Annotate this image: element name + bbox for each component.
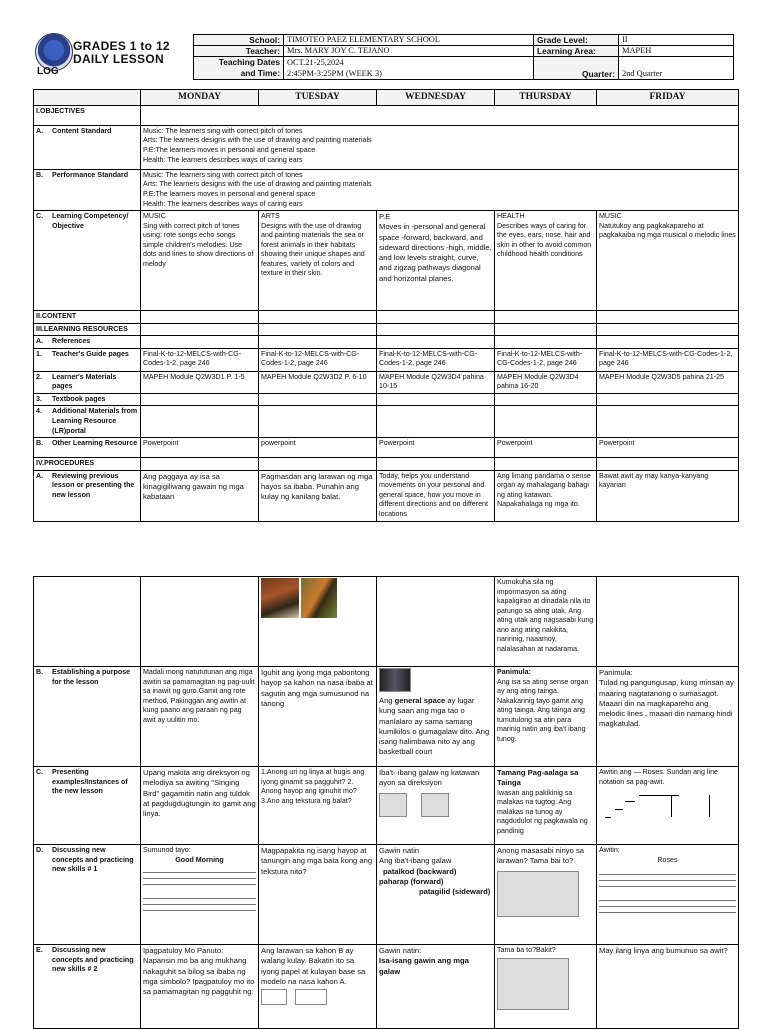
competency-label: C. Learning Competency/ Objective xyxy=(34,211,141,311)
reviewing-wed: Today, helps you understand movements on your personal and general space, how you move in different directions and on different locations xyxy=(377,470,495,521)
grade-value: II xyxy=(619,35,734,46)
other-resource-thu: Powerpoint xyxy=(495,438,597,458)
animal-box-b xyxy=(295,989,327,1005)
purpose-label: B. Establishing a purpose for the lesson xyxy=(34,667,141,767)
line-notation xyxy=(599,791,736,825)
direction-figures xyxy=(379,793,492,817)
purpose-mon: Madali mong natututunan ang mga awitin sa pamamagitan ng pag-uulit sa inawit ng guro.Gamit ang rote method, Pakinggan ang awitin at kung paano ang paraan ng pag awit ay uulitin mo. xyxy=(141,667,259,767)
teacher-guide-tue: Final-K-to-12-MELCS-with-CG-Codes-1-2, page 246 xyxy=(259,348,377,371)
reviewing-tue: Pagmasdan ang larawan ng mga hayos sa ibaba. Punahin ang kulay ng kanilang balat. xyxy=(259,470,377,521)
logo-sub: LOG xyxy=(37,66,59,77)
textbook-label: 3. Textbook pages xyxy=(34,393,141,406)
learner-materials-thu: MAPEH Module Q2W3D4 pahina 16-20 xyxy=(495,371,597,393)
title-line1: GRADES 1 to 12 xyxy=(73,39,170,53)
quarter-value: 2nd Quarter xyxy=(619,57,734,80)
discussing2-tue: Ang larawan sa kahon B ay walang kulay. Bakatin ito sa iyong papel at kulayan base sa modelo na nasa kahon A. xyxy=(259,945,377,1029)
quarter-label: Quarter: xyxy=(534,57,619,80)
purpose-wed: Ang general space ay lugar kung saan ang mga tao o manlalaro ay sama samang kumikilos o gumagalaw dito. Ang isang halimbawa nito ay ang basketball court xyxy=(377,667,495,767)
day-monday: MONDAY xyxy=(141,90,259,106)
reviewing-fri: Bawat awit ay may kanya-kanyang kayarian xyxy=(597,470,739,521)
objectives-blank xyxy=(141,105,739,125)
animal-outlines xyxy=(261,989,374,1005)
other-resource-wed: Powerpoint xyxy=(377,438,495,458)
presenting-label: C. Presenting examples/Instances of the new lesson xyxy=(34,767,141,845)
grade-label: Grade Level: xyxy=(534,35,619,46)
competency-wednesday: P.E Moves in -personal and general space -forward, backward, and sideward directions -high, middle, and low levels straight, curve, and zigzag pathways diagonal and horizontal planes. xyxy=(377,211,495,311)
animal-box-a xyxy=(261,989,287,1005)
dates-value-2: 2:45PM-3:25PM (WEEK 3) xyxy=(287,69,382,78)
music-staff-3 xyxy=(599,869,736,891)
music-staff-1 xyxy=(143,867,256,889)
teacher-guide-wed: Final-K-to-12-MELCS-with-CG-Codes-1-2, page 246 xyxy=(377,348,495,371)
purpose-thu: Panimula: Ang isa sa ating sense organ ay ang ating tainga. Nakakarinig tayo gamit ang ating tainga. Ang tainga ang tumutulong sa atin para marinig natin ang iba't ibang tunog. xyxy=(495,667,597,767)
learner-materials-tue: MAPEH Module Q2W3D2 P. 6-10 xyxy=(259,371,377,393)
presenting-thu: Tamang Pag-aalaga sa Tainga Iwasan ang pakikinig sa malakas na tugtog. Ang malakas na tunog ay nagdudulot ng pagkawala ng pandinig xyxy=(495,767,597,845)
discussing1-fri: Awitin: Roses xyxy=(597,845,739,945)
performance-standard-label: B. Performance Standard xyxy=(34,169,141,210)
area-label: Learning Area: xyxy=(534,46,619,57)
music-staff-4 xyxy=(599,895,736,917)
discussing1-thu: Anong masasabi ninyo sa larawan? Tama bai to? xyxy=(495,845,597,945)
discussing2-fri: May ilang linya ang bumunuo sa awit? xyxy=(597,945,739,1029)
day-thursday: THURSDAY xyxy=(495,90,597,106)
competency-monday: MUSIC Sing with correct pitch of tones using: rote songs echo songs simple children's melodies. Use dots and lines to show directions of melody xyxy=(141,211,259,311)
school-label: School: xyxy=(194,35,284,46)
animal-pictures xyxy=(259,577,377,667)
teacher-guide-label: 1. Teacher's Guide pages xyxy=(34,348,141,371)
other-resource-mon: Powerpoint xyxy=(141,438,259,458)
content-section: II.CONTENT xyxy=(34,311,141,324)
presenting-fri: Awitin ang — Roses. Sundan ang line notation sa pag-awit. xyxy=(597,767,739,845)
lesson-grid-top xyxy=(33,89,739,522)
dates-label-1: Teaching Dates xyxy=(218,57,280,67)
learner-materials-wed: MAPEH Module Q2W3D4 pahina 10-15 xyxy=(377,371,495,393)
teacher-guide-thu: Final-K-to-12-MELCS-with-CG-Codes-1-2, page 246 xyxy=(495,348,597,371)
dates-label-2: and Time: xyxy=(240,68,280,78)
learner-materials-fri: MAPEH Module Q2W3D5 pahina 21-25 xyxy=(597,371,739,393)
lesson-grid-bottom xyxy=(33,576,739,1029)
reviewing-mon: Ang paggaya ay isa sa kinagigiliwang gawain ng mga kabataan xyxy=(141,470,259,521)
references-label: A. References xyxy=(34,336,141,349)
corner-cell xyxy=(34,90,141,106)
reviewing-thu: Ang limang pandama o sense organ ay mahalagang bahagi ng ating katawan. Napakahalaga ng mga ito. xyxy=(495,470,597,521)
discussing1-wed: Gawin natin Ang iba't-ibang galaw patalkod (backward) paharap (forward) patagilid (sideward) xyxy=(377,845,495,945)
content-standard-label: A. Content Standard xyxy=(34,125,141,169)
discussing1-mon: Sumunod tayo: Good Morning xyxy=(141,845,259,945)
day-friday: FRIDAY xyxy=(597,90,739,106)
teacher-value: Mrs. MARY JOY C. TEJANO xyxy=(284,46,534,57)
info-table xyxy=(193,34,734,80)
discussing1-tue: Magpapakita ng isang hayop at tanungin ang mga bata kong ang tekstura nito? xyxy=(259,845,377,945)
procedures-section: IV.PROCEDURES xyxy=(34,458,141,471)
discussing2-thu: Tama ba to?Bakit? xyxy=(495,945,597,1029)
learner-materials-label: 2. Learner's Materials pages xyxy=(34,371,141,393)
purpose-tue: Iguhit ang iyong mga paboritong hayop sa kahon na nasa ibaba at sagutin ang mga sumusunod na tanong xyxy=(259,667,377,767)
other-resource-label: B. Other Learning Resource xyxy=(34,438,141,458)
competency-thursday: HEALTH Describes ways of caring for the eyes, ears, nose, hair and skin in other to avoid common childhood health conditions xyxy=(495,211,597,311)
music-staff-2 xyxy=(143,893,256,915)
tiger-image xyxy=(301,578,337,618)
content-standard-text: Music: The learners sing with correct pitch of tones Arts: The learners designs with the use of drawing and painting materials P.E:The learners moves in personal and general space Health: The learners describes ways of caring ears xyxy=(141,125,739,169)
other-resource-tue: powerpoint xyxy=(259,438,377,458)
teacher-label: Teacher: xyxy=(194,46,284,57)
discussing2-wed: Gawin natin: Isa-isang gawin ang mga galaw xyxy=(377,945,495,1029)
day-wednesday: WEDNESDAY xyxy=(377,90,495,106)
kids-figure-1 xyxy=(379,793,407,817)
dates-value xyxy=(284,57,534,80)
area-value: MAPEH xyxy=(619,46,734,57)
discussing2-mon: Ipagpatuloy Mo Panuto: Napansin mo ba ang mukhang nakaguhit sa bilog sa ibaba ng mga simbolo? Ipagpatuloy mo ito sa pamamagitan ng pagguhit ng: xyxy=(141,945,259,1029)
school-value: TIMOTEO PAEZ ELEMENTARY SCHOOL xyxy=(284,35,534,46)
dates-label xyxy=(194,57,284,80)
kids-figure-2 xyxy=(421,793,449,817)
reviewing-label: A. Reviewing previous lesson or presenting the new lesson xyxy=(34,470,141,521)
ear-illustration xyxy=(497,871,579,917)
day-header-row xyxy=(34,90,739,106)
day-tuesday: TUESDAY xyxy=(259,90,377,106)
reviewing-thu-cont: Kumukuha sila ng impormasyon sa ating kapaligiran at dinadala nila ito patungo sa ating utak. Ang ating utak ang nagsasabi kung ano ang ating nakikita, naririnig, naaamoy, nalalasahan at nadarama. xyxy=(495,577,597,667)
child-ear-picture xyxy=(497,958,569,1010)
presenting-tue: 1.Anong uri ng linya at hugis ang iyong ginamit sa pagguhit? 2. Anong hayop ang iginuhit mo? 3.Ano ang tekstura ng balat? xyxy=(259,767,377,845)
competency-tuesday: ARTS Designs with the use of drawing and painting materials the sea or forest animals in their habitats showing their unique shapes and features, variety of colors and texture in their skin. xyxy=(259,211,377,311)
learner-materials-mon: MAPEH Module Q2W3D1 P. 1-5 xyxy=(141,371,259,393)
discussing2-label: E. Discussing new concepts and practicing new skills # 2 xyxy=(34,945,141,1029)
discussing1-label: D. Discussing new concepts and practicing new skills # 1 xyxy=(34,845,141,945)
objectives-section: I.OBJECTIVES xyxy=(34,105,141,125)
resources-section: III.LEARNING RESOURCES xyxy=(34,323,141,336)
other-resource-fri: Powerpoint xyxy=(597,438,739,458)
dates-value-1: OCT.21-25,2024 xyxy=(287,58,344,67)
additional-materials-label: 4. Additional Materials from Learning Resource (LR)portal xyxy=(34,406,141,438)
teacher-guide-fri: Final-K-to-12-MELCS-with-CG-Codes-1-2, page 246 xyxy=(597,348,739,371)
competency-friday: MUSIC Natutukoy ang pagkakapareho at pagkakaiba ng mga musical o melodic lines xyxy=(597,211,739,311)
rooster-image xyxy=(261,578,299,618)
presenting-wed: Iba't- ibang galaw ng katawan ayon sa direksiyon xyxy=(377,767,495,845)
purpose-fri: Panimula: Tulad ng pangungusap, kung minsan ay maaring nagtatanong o sumasagot. Maaari din na magkapareho ang melodic lines , maaari din namang hindi magkatulad. xyxy=(597,667,739,767)
presenting-mon: Upang makita ang direksyon ng melodiya sa awiting "Singing Bird" gagamitin natin ang tuldok at pagdugdugtungin ito gamit ang linya. xyxy=(141,767,259,845)
basketball-picture xyxy=(379,668,492,696)
teacher-guide-mon: Final-K-to-12-MELCS-with-CG-Codes-1-2, page 246 xyxy=(141,348,259,371)
performance-standard-text: Music: The learners sing with correct pitch of tones Arts: The learners designs with the use of drawing and painting materials P.E:The learners moves in personal and general space Health: The learners describes ways of caring ears xyxy=(141,169,739,210)
title-line2: DAILY LESSON xyxy=(73,52,164,66)
